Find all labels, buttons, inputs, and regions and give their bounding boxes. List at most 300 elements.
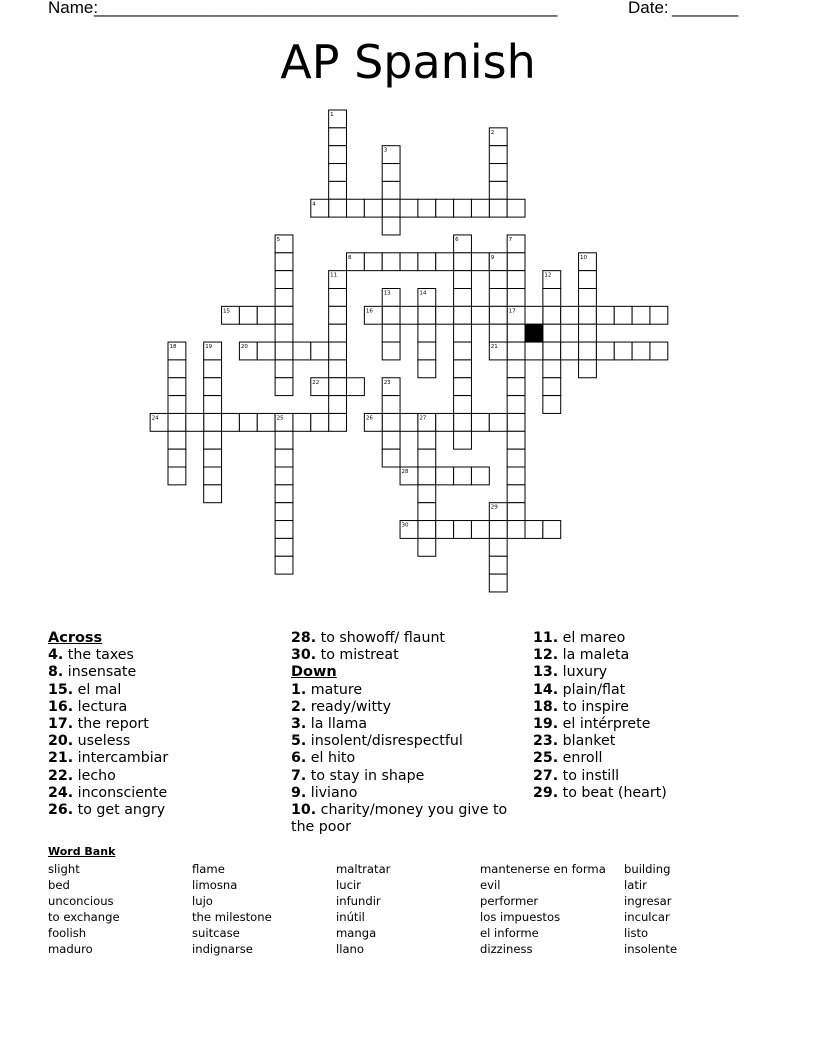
crossword-cell[interactable]: [543, 342, 561, 360]
crossword-cell[interactable]: [507, 521, 525, 539]
crossword-cell[interactable]: [507, 396, 525, 414]
crossword-cell[interactable]: [329, 396, 347, 414]
clue-number: 5.: [291, 733, 307, 750]
clue-text: la llama: [310, 716, 368, 733]
clue-item: [291, 647, 526, 664]
crossword-cell[interactable]: [275, 485, 293, 503]
cell-number: 16: [365, 308, 373, 315]
clue-number: 26.: [48, 802, 74, 819]
word-bank-item: inculcar: [624, 910, 670, 924]
crossword-cell[interactable]: [257, 342, 275, 360]
crossword-cell[interactable]: [382, 413, 400, 431]
crossword-cell[interactable]: [507, 342, 525, 360]
crossword-cell[interactable]: [489, 271, 507, 289]
crossword-cell[interactable]: [275, 271, 293, 289]
crossword-cell[interactable]: [275, 431, 293, 449]
clue-item: [48, 664, 278, 681]
clue-number: 25.: [533, 750, 559, 767]
crossword-cell[interactable]: [507, 199, 525, 217]
cell-number: 18: [169, 344, 177, 351]
clue-number: 12.: [533, 647, 559, 664]
crossword-cell[interactable]: [507, 485, 525, 503]
cell-number: 9: [490, 254, 495, 261]
word-bank-item: evil: [480, 878, 501, 892]
crossword-cell[interactable]: [507, 449, 525, 467]
word-bank-column-2: [192, 861, 272, 957]
cell-number: 17: [508, 308, 516, 315]
crossword-cell[interactable]: [329, 342, 347, 360]
across-clues: [48, 630, 278, 819]
clue-item: [291, 630, 526, 647]
crossword-cell[interactable]: [168, 396, 186, 414]
clue-item: [533, 768, 773, 785]
crossword-cell[interactable]: [168, 413, 186, 431]
crossword-cell[interactable]: [382, 324, 400, 342]
clue-text: to stay in shape: [310, 767, 425, 784]
crossword-cell[interactable]: [436, 306, 454, 324]
crossword-cell[interactable]: [507, 503, 525, 521]
crossword-cell[interactable]: [418, 449, 436, 467]
crossword-cell[interactable]: [418, 467, 436, 485]
crossword-cell[interactable]: [489, 324, 507, 342]
crossword-cell[interactable]: [275, 342, 293, 360]
crossword-cell[interactable]: [329, 146, 347, 164]
name-label: Name:: [48, 0, 103, 17]
crossword-cell[interactable]: [382, 217, 400, 235]
clue-number: 4.: [48, 647, 64, 664]
crossword-cell[interactable]: [204, 413, 222, 431]
clue-text: intercambiar: [77, 750, 169, 767]
word-bank-title: Word Bank: [48, 845, 116, 858]
crossword-cell[interactable]: [579, 360, 597, 378]
crossword-cell[interactable]: [311, 342, 329, 360]
date-input-line[interactable]: _______: [672, 0, 739, 17]
crossword-cell[interactable]: [275, 538, 293, 556]
crossword-cell[interactable]: [454, 271, 472, 289]
crossword-cell[interactable]: [257, 413, 275, 431]
crossword-cell[interactable]: [382, 449, 400, 467]
crossword-cell[interactable]: [400, 199, 418, 217]
crossword-cell[interactable]: [168, 449, 186, 467]
cell-number: 22: [312, 379, 320, 386]
crossword-cell[interactable]: [596, 306, 614, 324]
cell-number: 19: [205, 344, 213, 351]
clue-item: [48, 768, 278, 785]
clue-number: 7.: [291, 767, 307, 784]
clue-text: insolent/disrespectful: [310, 733, 463, 750]
clue-column-middle: [291, 630, 526, 836]
clue-item: [48, 750, 278, 767]
cell-number: 5: [276, 236, 281, 243]
crossword-cell[interactable]: [311, 413, 329, 431]
crossword-cell[interactable]: [507, 271, 525, 289]
crossword-cell[interactable]: [275, 306, 293, 324]
clue-number: 11.: [533, 630, 559, 646]
cell-number: 24: [151, 415, 159, 422]
crossword-cell[interactable]: [364, 253, 382, 271]
word-bank-item: bed: [48, 878, 70, 892]
word-bank-item: el informe: [480, 926, 539, 940]
crossword-cell[interactable]: [632, 342, 650, 360]
crossword-cell[interactable]: [507, 289, 525, 307]
clue-item: [291, 699, 526, 716]
crossword-cell[interactable]: [454, 413, 472, 431]
clue-text: useless: [77, 733, 131, 750]
word-bank-item: suitcase: [192, 926, 240, 940]
clue-item: [533, 664, 773, 681]
word-bank-item: lujo: [192, 894, 213, 908]
crossword-cell[interactable]: [525, 342, 543, 360]
clue-item: [533, 716, 773, 733]
clue-text: to instill: [562, 767, 620, 784]
crossword-cell[interactable]: [186, 413, 204, 431]
crossword-cell[interactable]: [418, 360, 436, 378]
crossword-cell[interactable]: [436, 253, 454, 271]
crossword-cell[interactable]: [275, 253, 293, 271]
crossword-cell[interactable]: [275, 556, 293, 574]
clue-text: charity/money you give to the poor: [291, 802, 508, 836]
crossword-cell[interactable]: [382, 199, 400, 217]
crossword-cell[interactable]: [650, 306, 668, 324]
crossword-cell[interactable]: [275, 503, 293, 521]
crossword-cell[interactable]: [293, 413, 311, 431]
clue-number: 21.: [48, 750, 74, 767]
crossword-cell[interactable]: [400, 253, 418, 271]
crossword-cell[interactable]: [275, 467, 293, 485]
crossword-cell[interactable]: [400, 413, 418, 431]
crossword-cell[interactable]: [543, 306, 561, 324]
word-bank-item: unconcious: [48, 894, 114, 908]
crossword-cell[interactable]: [204, 449, 222, 467]
crossword-cell[interactable]: [543, 378, 561, 396]
crossword-cell[interactable]: [489, 538, 507, 556]
clue-number: 1.: [291, 681, 307, 698]
crossword-cell[interactable]: [347, 378, 365, 396]
crossword-cell[interactable]: [239, 306, 257, 324]
across-heading: Across: [48, 630, 103, 646]
clue-text: blanket: [562, 733, 616, 750]
crossword-cell[interactable]: [507, 324, 525, 342]
crossword-cell[interactable]: [329, 378, 347, 396]
crossword-cell[interactable]: [579, 271, 597, 289]
crossword-cell[interactable]: [204, 378, 222, 396]
crossword-cell[interactable]: [382, 431, 400, 449]
crossword-cell[interactable]: [489, 556, 507, 574]
crossword-cell[interactable]: [329, 289, 347, 307]
crossword-cell[interactable]: [329, 164, 347, 182]
word-bank-item: llano: [336, 942, 364, 956]
cell-number: 4: [312, 201, 316, 208]
crossword-cell[interactable]: [507, 467, 525, 485]
word-bank-item: inútil: [336, 910, 365, 924]
crossword-cell[interactable]: [507, 253, 525, 271]
crossword-cell[interactable]: [382, 253, 400, 271]
crossword-cell[interactable]: [275, 378, 293, 396]
crossword-cell[interactable]: [418, 324, 436, 342]
clue-number: 8.: [48, 664, 64, 681]
crossword-black-cell: [525, 324, 543, 342]
clue-text: mature: [310, 681, 363, 698]
crossword-cell[interactable]: [168, 360, 186, 378]
cell-number: 26: [365, 415, 373, 422]
clue-number: 27.: [533, 767, 559, 784]
crossword-cell[interactable]: [347, 199, 365, 217]
crossword-cell[interactable]: [436, 413, 454, 431]
crossword-cell[interactable]: [471, 199, 489, 217]
word-bank-item: los impuestos: [480, 910, 561, 924]
clue-text: enroll: [562, 750, 603, 767]
name-input-line[interactable]: _________________________________________________: [94, 0, 558, 17]
cell-number: 30: [401, 522, 409, 529]
crossword-cell[interactable]: [418, 538, 436, 556]
crossword-cell[interactable]: [454, 467, 472, 485]
clue-text: el mal: [77, 681, 122, 698]
clue-number: 3.: [291, 716, 307, 733]
word-bank-item: building: [624, 862, 671, 876]
crossword-cell[interactable]: [525, 306, 543, 324]
crossword-cell[interactable]: [382, 181, 400, 199]
crossword-cell[interactable]: [275, 324, 293, 342]
crossword-cell[interactable]: [382, 164, 400, 182]
crossword-cell[interactable]: [596, 342, 614, 360]
clue-number: 13.: [533, 664, 559, 681]
crossword-cell[interactable]: [329, 128, 347, 146]
down-heading: Down: [291, 664, 337, 681]
clue-item: [291, 802, 526, 836]
crossword-cell[interactable]: [204, 467, 222, 485]
crossword-cell[interactable]: [222, 413, 240, 431]
crossword-cell[interactable]: [454, 289, 472, 307]
crossword-cell[interactable]: [471, 521, 489, 539]
word-bank-item: limosna: [192, 878, 238, 892]
crossword-cell[interactable]: [257, 306, 275, 324]
crossword-cell[interactable]: [382, 342, 400, 360]
crossword-cell[interactable]: [204, 485, 222, 503]
crossword-cell[interactable]: [454, 431, 472, 449]
crossword-cell[interactable]: [614, 306, 632, 324]
crossword-cell[interactable]: [543, 360, 561, 378]
crossword-cell[interactable]: [454, 396, 472, 414]
crossword-cell[interactable]: [543, 289, 561, 307]
crossword-cell[interactable]: [382, 396, 400, 414]
clue-text: to showoff/ flaunt: [320, 630, 445, 646]
crossword-cell[interactable]: [454, 521, 472, 539]
clue-text: ready/witty: [310, 698, 391, 715]
crossword-cell[interactable]: [471, 467, 489, 485]
word-bank-item: slight: [48, 862, 80, 876]
crossword-cell[interactable]: [293, 342, 311, 360]
crossword-cell[interactable]: [489, 413, 507, 431]
crossword-cell[interactable]: [275, 289, 293, 307]
crossword-cell[interactable]: [454, 342, 472, 360]
crossword-cell[interactable]: [364, 199, 382, 217]
crossword-cell[interactable]: [525, 521, 543, 539]
crossword-cell[interactable]: [275, 521, 293, 539]
clue-item: [291, 716, 526, 733]
crossword-cell[interactable]: [489, 574, 507, 592]
word-bank-item: maduro: [48, 942, 93, 956]
cell-number: 29: [490, 504, 498, 511]
clue-number: 18.: [533, 698, 559, 715]
crossword-cell[interactable]: [204, 396, 222, 414]
cell-number: 23: [383, 379, 391, 386]
crossword-cell[interactable]: [579, 342, 597, 360]
crossword-cell[interactable]: [614, 342, 632, 360]
word-bank-column-4: [480, 861, 606, 957]
cell-number: 2: [490, 129, 495, 136]
clue-item: [48, 785, 278, 802]
crossword-cell[interactable]: [543, 324, 561, 342]
crossword-cell[interactable]: [489, 521, 507, 539]
crossword-cell[interactable]: [329, 360, 347, 378]
crossword-cell[interactable]: [418, 521, 436, 539]
crossword-cell[interactable]: [650, 342, 668, 360]
crossword-cell[interactable]: [168, 467, 186, 485]
cell-number: 25: [276, 415, 284, 422]
clue-number: 16.: [48, 698, 74, 715]
crossword-cell[interactable]: [400, 306, 418, 324]
crossword-cell[interactable]: [329, 324, 347, 342]
word-bank-item: flame: [192, 862, 225, 876]
crossword-cell[interactable]: [543, 521, 561, 539]
cell-number: 8: [348, 254, 352, 261]
clue-text: lectura: [77, 698, 128, 715]
crossword-cell[interactable]: [275, 449, 293, 467]
word-bank-item: latir: [624, 878, 647, 892]
cell-number: 10: [580, 254, 588, 261]
clue-number: 24.: [48, 784, 74, 801]
crossword-cell[interactable]: [168, 431, 186, 449]
crossword-cell[interactable]: [579, 324, 597, 342]
clue-item: [533, 785, 773, 802]
clue-item: [48, 682, 278, 699]
clue-item: [291, 733, 526, 750]
crossword-cell[interactable]: [489, 181, 507, 199]
clue-item: [533, 647, 773, 664]
crossword-cell[interactable]: [418, 342, 436, 360]
crossword-cell[interactable]: [454, 306, 472, 324]
clue-text: to beat (heart): [562, 784, 667, 801]
crossword-cell[interactable]: [454, 324, 472, 342]
crossword-cell[interactable]: [471, 306, 489, 324]
cell-number: 12: [544, 272, 552, 279]
crossword-cell[interactable]: [489, 146, 507, 164]
clue-item: [48, 733, 278, 750]
clue-number: 15.: [48, 681, 74, 698]
crossword-cell[interactable]: [632, 306, 650, 324]
crossword-cell[interactable]: [454, 199, 472, 217]
clue-number: 23.: [533, 733, 559, 750]
crossword-cell[interactable]: [329, 199, 347, 217]
crossword-cell[interactable]: [454, 360, 472, 378]
crossword-cell[interactable]: [418, 485, 436, 503]
crossword-cell[interactable]: [507, 431, 525, 449]
crossword-cell[interactable]: [418, 199, 436, 217]
word-bank-item: indignarse: [192, 942, 253, 956]
clue-item: [291, 750, 526, 767]
crossword-cell[interactable]: [204, 360, 222, 378]
clue-text: to mistreat: [320, 647, 399, 664]
word-bank-item: foolish: [48, 926, 87, 940]
crossword-cell[interactable]: [471, 253, 489, 271]
clue-number: 22.: [48, 767, 74, 784]
crossword-cell[interactable]: [329, 306, 347, 324]
crossword-cell[interactable]: [454, 378, 472, 396]
word-bank-item: infundir: [336, 894, 381, 908]
clue-item: [48, 716, 278, 733]
crossword-cell[interactable]: [382, 306, 400, 324]
clue-item: [48, 647, 278, 664]
crossword-cell[interactable]: [329, 413, 347, 431]
crossword-cell[interactable]: [471, 413, 489, 431]
cell-number: 11: [330, 272, 338, 279]
crossword-cell[interactable]: [507, 413, 525, 431]
clue-text: el mareo: [562, 630, 626, 646]
crossword-cell[interactable]: [204, 431, 222, 449]
crossword-cell[interactable]: [507, 360, 525, 378]
crossword-cell[interactable]: [507, 378, 525, 396]
clue-text: to inspire: [562, 698, 629, 715]
word-bank-column-1: [48, 861, 120, 957]
cell-number: 15: [223, 308, 231, 315]
clue-number: 9.: [291, 784, 307, 801]
clue-text: el hito: [310, 750, 356, 767]
crossword-cell[interactable]: [329, 181, 347, 199]
crossword-cell[interactable]: [418, 253, 436, 271]
clue-item: [48, 802, 278, 819]
clue-item: [291, 785, 526, 802]
clue-text: to get angry: [77, 802, 166, 819]
crossword-cell[interactable]: [489, 164, 507, 182]
crossword-cell[interactable]: [275, 360, 293, 378]
cell-number: 6: [455, 236, 459, 243]
crossword-cell[interactable]: [418, 306, 436, 324]
crossword-cell[interactable]: [489, 199, 507, 217]
clue-number: 14.: [533, 681, 559, 698]
clue-text: liviano: [310, 784, 358, 801]
crossword-cell[interactable]: [489, 306, 507, 324]
cell-number: 13: [383, 290, 391, 297]
crossword-cell[interactable]: [489, 289, 507, 307]
crossword-cell[interactable]: [561, 342, 579, 360]
crossword-cell[interactable]: [239, 413, 257, 431]
crossword-cell[interactable]: [418, 503, 436, 521]
clue-text: the report: [77, 716, 149, 733]
crossword-cell[interactable]: [436, 199, 454, 217]
crossword-cell[interactable]: [436, 521, 454, 539]
clue-item: [533, 699, 773, 716]
clue-item: [533, 733, 773, 750]
cell-number: 28: [401, 469, 409, 475]
crossword-cell[interactable]: [561, 306, 579, 324]
clue-number: 20.: [48, 733, 74, 750]
crossword-cell[interactable]: [454, 253, 472, 271]
clue-text: plain/flat: [562, 681, 626, 698]
word-bank-column-3: [336, 861, 390, 957]
crossword-cell[interactable]: [418, 431, 436, 449]
cell-number: 14: [419, 290, 427, 297]
crossword-cell[interactable]: [579, 306, 597, 324]
crossword-cell[interactable]: [579, 289, 597, 307]
crossword-cell[interactable]: [543, 396, 561, 414]
clue-text: the taxes: [67, 647, 134, 664]
clue-item: [291, 682, 526, 699]
word-bank-item: dizziness: [480, 942, 533, 956]
crossword-cell[interactable]: [436, 467, 454, 485]
clue-item: [48, 699, 278, 716]
crossword-cell[interactable]: [168, 378, 186, 396]
clue-text: la maleta: [562, 647, 630, 664]
